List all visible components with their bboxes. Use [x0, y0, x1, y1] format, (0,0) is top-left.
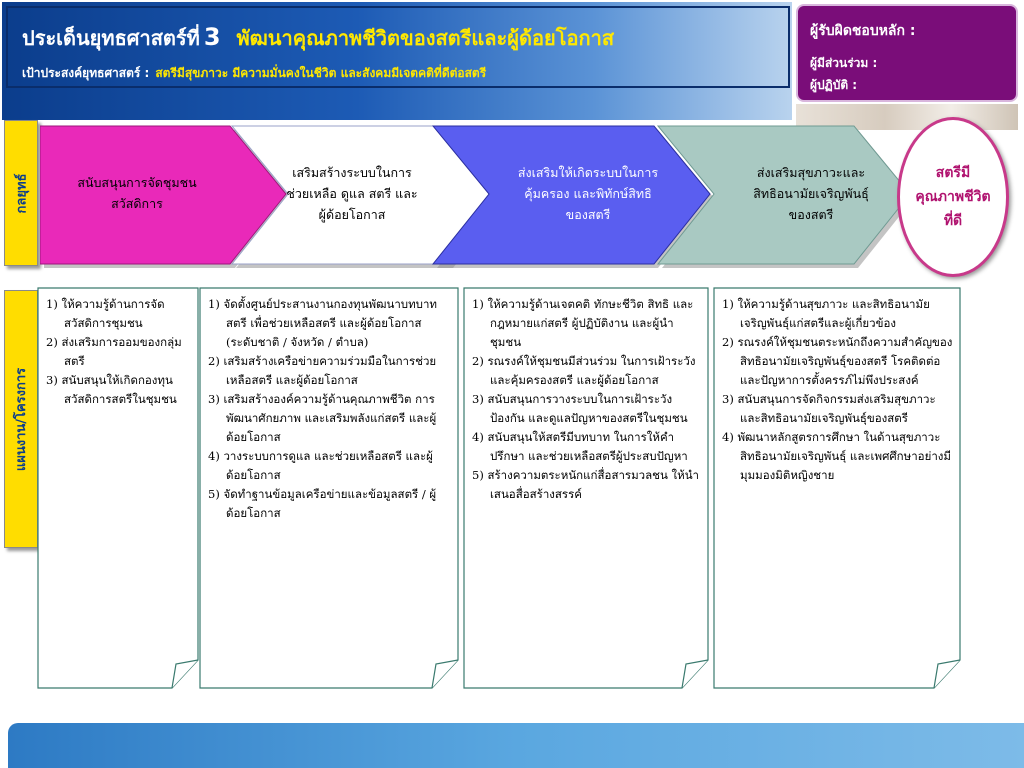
goal-text: สตรีมี คุณภาพชีวิต ที่ดี — [915, 165, 991, 229]
operators: ผู้ปฏิบัติ : — [810, 78, 858, 92]
plan-4-item-2: 2) รณรงค์ให้ชุมชนตระหนักถึงความสำคัญของสิทธิอนามัยเจริญพันธุ์ของสตรี โรคติดต่อ และปัญหาการตั้งครรภ์ไม่พึงประสงค์ — [722, 335, 953, 387]
strategy-side-label-text: กลยุทธ์ — [14, 173, 30, 213]
plan-list-2 — [208, 295, 454, 523]
plan-1-item-3: 3) สนับสนุนให้เกิดกองทุนสวัสดิการสตรีในชุมชน — [46, 373, 177, 406]
objective-text: สตรีมีสุขภาวะ มีความมั่นคงในชีวิต และสังคมมีเจตคติที่ดีต่อสตรี — [155, 66, 487, 80]
objective-label: เป้าประสงค์ยุทธศาสตร์ : — [22, 66, 150, 80]
lead-responsible: ผู้รับผิดชอบหลัก : — [810, 23, 916, 39]
plan-4-item-3: 3) สนับสนุนการจัดกิจกรรมส่งเสริมสุขภาวะ และสิทธิอนามัยเจริญพันธุ์ของสตรี — [722, 392, 936, 425]
strategy-number: 3 — [203, 23, 221, 51]
plan-2-item-1: 1) จัดตั้งศูนย์ประสานงานกองทุนพัฒนาบทบาทสตรี เพื่อช่วยเหลือสตรี และผู้ด้อยโอกาส (ระดับชาติ / จังหวัด / ตำบล) — [208, 297, 438, 349]
plan-2-item-3: 3) เสริมสร้างองค์ความรู้ด้านคุณภาพชีวิต การพัฒนาศักยภาพ และเสริมพลังแก่สตรี และผู้ด้อยโอกาส — [208, 392, 437, 444]
plan-3-item-3: 3) สนับสนุนการวางระบบในการเฝ้าระวัง ป้องกัน และดูแลปัญหาของสตรีในชุมชน — [472, 392, 688, 425]
plan-2-item-4: 4) วางระบบการดูแล และช่วยเหลือสตรี และผู้ด้อยโอกาส — [208, 449, 433, 482]
plan-list-3 — [472, 295, 704, 504]
plan-4-item-1: 1) ให้ความรู้ด้านสุขภาวะ และสิทธิอนามัยเจริญพันธุ์แก่สตรีและผู้เกี่ยวข้อง — [722, 297, 930, 330]
participants: ผู้มีส่วนร่วม : — [810, 56, 878, 70]
plan-1-item-1: 1) ให้ความรู้ด้านการจัดสวัสดิการชุมชน — [46, 297, 165, 330]
plan-3-item-5: 5) สร้างความตระหนักแก่สื่อสารมวลชน ให้นำเสนอสื่อสร้างสรรค์ — [472, 468, 700, 501]
plan-list-1 — [46, 295, 194, 409]
plan-3-item-4: 4) สนับสนุนให้สตรีมีบทบาท ในการให้คำปรึกษา และช่วยเหลือสตรีผู้ประสบปัญหา — [472, 430, 688, 463]
plan-list-4 — [722, 295, 956, 485]
strategy-2-text: เสริมสร้างระบบในการ ช่วยเหลือ ดูแล สตรี และ ผู้ด้อยโอกาส — [286, 164, 418, 222]
plan-1-item-2: 2) ส่งเสริมการออมของกลุ่มสตรี — [46, 335, 182, 368]
strategy-label: ประเด็นยุทธศาสตร์ที่ — [22, 26, 200, 50]
footer-bar — [8, 723, 1024, 768]
strategy-4-text: ส่งเสริมสุขภาวะและ สิทธิอนามัยเจริญพันธุ์ ของสตรี — [753, 164, 869, 222]
plan-2-item-2: 2) เสริมสร้างเครือข่ายความร่วมมือในการช่วยเหลือสตรี และผู้ด้อยโอกาส — [208, 354, 437, 387]
strategy-title: พัฒนาคุณภาพชีวิตของสตรีและผู้ด้อยโอกาส — [236, 26, 615, 50]
plans-side-label-text: แผนงาน/โครงการ — [14, 367, 30, 471]
plan-4-item-4: 4) พัฒนาหลักสูตรการศึกษา ในด้านสุขภาวะ สิทธิอนามัยเจริญพันธุ์ และเพศศึกษาอย่างมีมุมมองมิติหญิงชาย — [722, 430, 951, 482]
plan-2-item-5: 5) จัดทำฐานข้อมูลเครือข่ายและข้อมูลสตรี / ผู้ด้อยโอกาส — [208, 487, 437, 520]
strategy-1-text: สนับสนุนการจัดชุมชน สวัสดิการ — [77, 175, 197, 211]
plan-3-item-2: 2) รณรงค์ให้ชุมชนมีส่วนร่วม ในการเฝ้าระวัง และคุ้มครองสตรี และผู้ด้อยโอกาส — [472, 354, 696, 387]
plan-3-item-1: 1) ให้ความรู้ด้านเจตคติ ทักษะชีวิต สิทธิ และกฎหมายแก่สตรี ผู้ปฏิบัติงาน และผู้นำชุมชน — [472, 297, 694, 349]
strategy-3-text: ส่งเสริมให้เกิดระบบในการ คุ้มครอง และพิทักษ์สิทธิ ของสตรี — [517, 164, 659, 222]
